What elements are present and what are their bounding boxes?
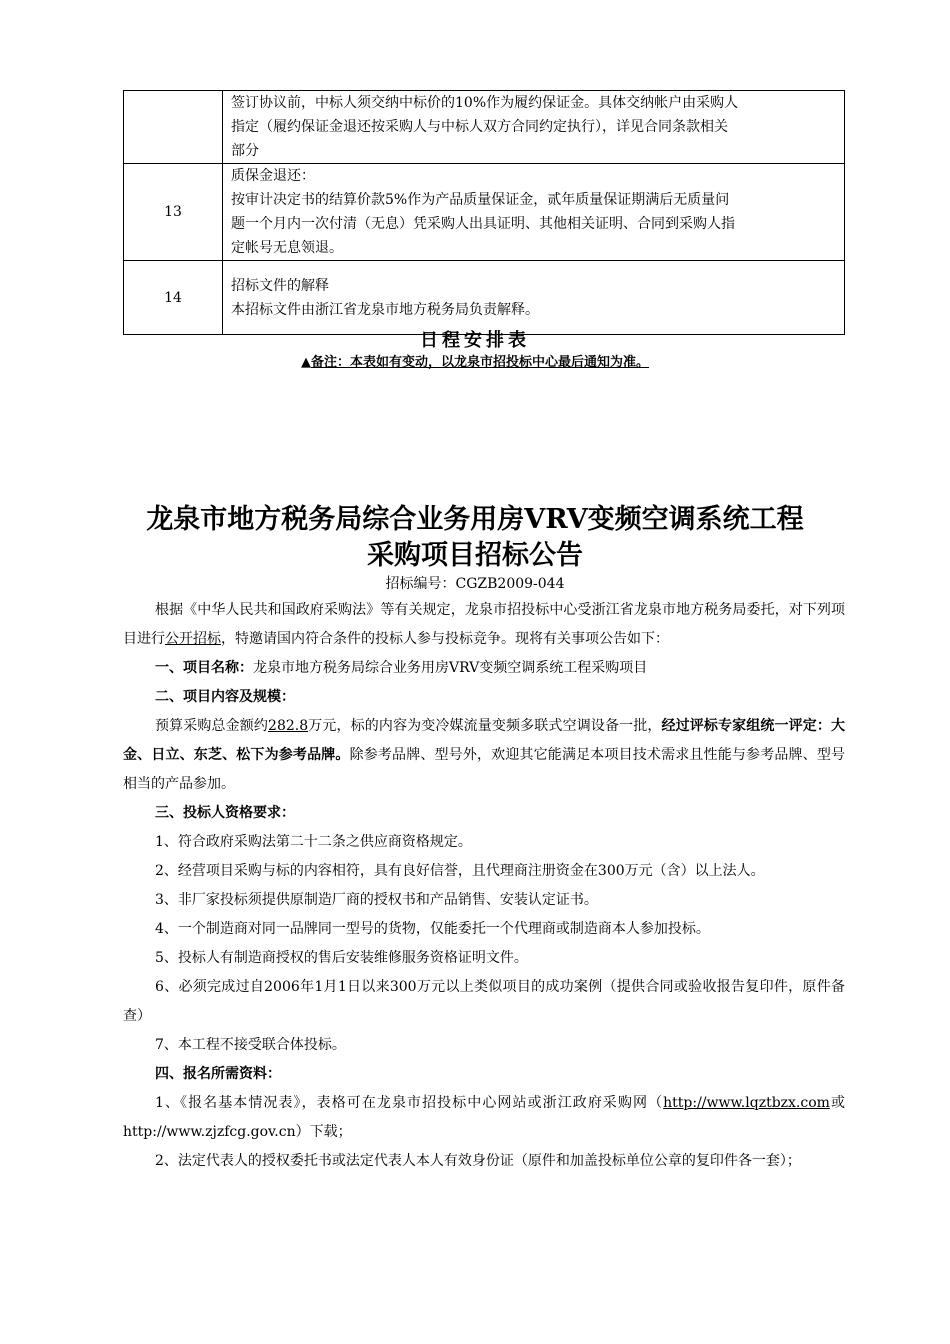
- text-line: 题一个月内一次付清（无息）凭采购人出具证明、其他相关证明、合同到采购人指: [231, 216, 735, 232]
- list-item: 5、投标人有制造商授权的售后安装维修服务资格证明文件。: [155, 950, 528, 966]
- triangle-icon: ▲: [300, 355, 311, 370]
- notice-title: [0, 502, 950, 574]
- text-line: 指定（履约保证金退还按采购人与中标人双方合同约定执行），详见合同条款相关: [231, 119, 728, 135]
- intro-text: 根据《中华人民共和国政府采购法》等有关规定，龙泉市招投标中心受浙江省龙泉市地方税务局委托，对下列项目进行: [123, 602, 845, 647]
- table-row: [124, 91, 845, 164]
- notice-body: [123, 596, 845, 1176]
- row-number: [124, 91, 223, 164]
- text-line: 按审计决定书的结算价款5%作为产品质量保证金，贰年质量保证期满后无质量问: [231, 192, 730, 208]
- row-content: [223, 261, 845, 335]
- terms-table: [123, 90, 845, 335]
- text-line: 定帐号无息领退。: [231, 240, 343, 256]
- open-tender-link[interactable]: 公开招标: [165, 631, 221, 647]
- section-heading: 三、投标人资格要求：: [155, 805, 295, 821]
- section-heading: 一、项目名称：: [155, 660, 253, 676]
- scope-text: 预算采购总金额约: [155, 718, 269, 734]
- text-line: 签订协议前，中标人须交纳中标价的10%作为履约保证金。具体交纳帐户由采购人: [231, 95, 739, 111]
- section-heading: 二、项目内容及规模：: [155, 689, 295, 705]
- item-text: 或http://www.zjzfcg.gov.cn）下载；: [123, 1095, 846, 1140]
- intro-paragraph: [123, 596, 845, 654]
- text-line: 招标文件的解释: [231, 277, 329, 294]
- list-item: 3、非厂家投标须提供原制造厂商的授权书和产品销售、安装认定证书。: [155, 892, 598, 908]
- list-item: 7、本工程不接受联合体投标。: [155, 1037, 346, 1053]
- section-heading: 四、报名所需资料：: [155, 1066, 281, 1082]
- scope-text: 除参考品牌、型号外，欢迎其它能满足本项目技术需求且性能与参考品牌、型号相当的产品参加。: [123, 747, 846, 792]
- note-text: 备注：本表如有变动，以龙泉市招投标中心最后通知为准。: [310, 355, 649, 370]
- title-line: 龙泉市地方税务局综合业务用房VRV变频空调系统工程: [146, 504, 804, 535]
- row-number: 13: [124, 164, 223, 261]
- intro-text: ，特邀请国内符合条件的投标人参与投标竞争。现将有关事项公告如下：: [221, 631, 669, 647]
- list-item: 6、必须完成过自2006年1月1日以来300万元以上类似项目的成功案例（提供合同或验收报告复印件，原件备查）: [123, 979, 845, 1024]
- title-line: 采购项目招标公告: [367, 540, 583, 571]
- reference-brands: 经过评标专家组统一评定：大金、日立、东芝、松下为参考品牌。: [123, 718, 846, 763]
- bid-code: 招标编号：CGZB2009-044: [385, 576, 565, 592]
- list-item: [123, 1089, 845, 1147]
- row-number: 14: [124, 261, 223, 335]
- text-line: 质保金退还：: [231, 168, 315, 184]
- row-content: [223, 164, 845, 261]
- list-item: 2、法定代表人的授权委托书或法定代表人本人有效身份证（原件和加盖投标单位公章的复印件各一套）；: [155, 1153, 801, 1169]
- list-item: 4、一个制造商对同一品牌同一型号的货物，仅能委托一个代理商或制造商本人参加投标。: [155, 921, 710, 937]
- section-project-name: [123, 654, 845, 683]
- list-item: 2、经营项目采购与标的内容相符，具有良好信誉，且代理商注册资金在300万元（含）以上法人。: [155, 863, 765, 879]
- text-line: 部分: [231, 143, 259, 159]
- budget-amount: 282.8: [268, 718, 309, 734]
- item-text: 1、《报名基本情况表》，表格可在龙泉市招投标中心网站或浙江政府采购网（: [155, 1095, 664, 1111]
- table-row: [124, 164, 845, 261]
- website-link[interactable]: http://www.lqztbzx.com: [663, 1095, 830, 1111]
- text-line: 本招标文件由浙江省龙泉市地方税务局负责解释。: [231, 301, 539, 318]
- table-row: [124, 261, 845, 335]
- row-content: [223, 91, 845, 164]
- list-item: 1、符合政府采购法第二十二条之供应商资格规定。: [155, 834, 472, 850]
- schedule-title: 日程安排表: [420, 330, 530, 351]
- section-text: 龙泉市地方税务局综合业务用房VRV变频空调系统工程采购项目: [253, 660, 648, 676]
- schedule-note: [0, 351, 950, 370]
- scope-text: 万元，标的内容为变冷媒流量变频多联式空调设备一批，: [308, 718, 662, 734]
- scope-paragraph: [123, 712, 845, 799]
